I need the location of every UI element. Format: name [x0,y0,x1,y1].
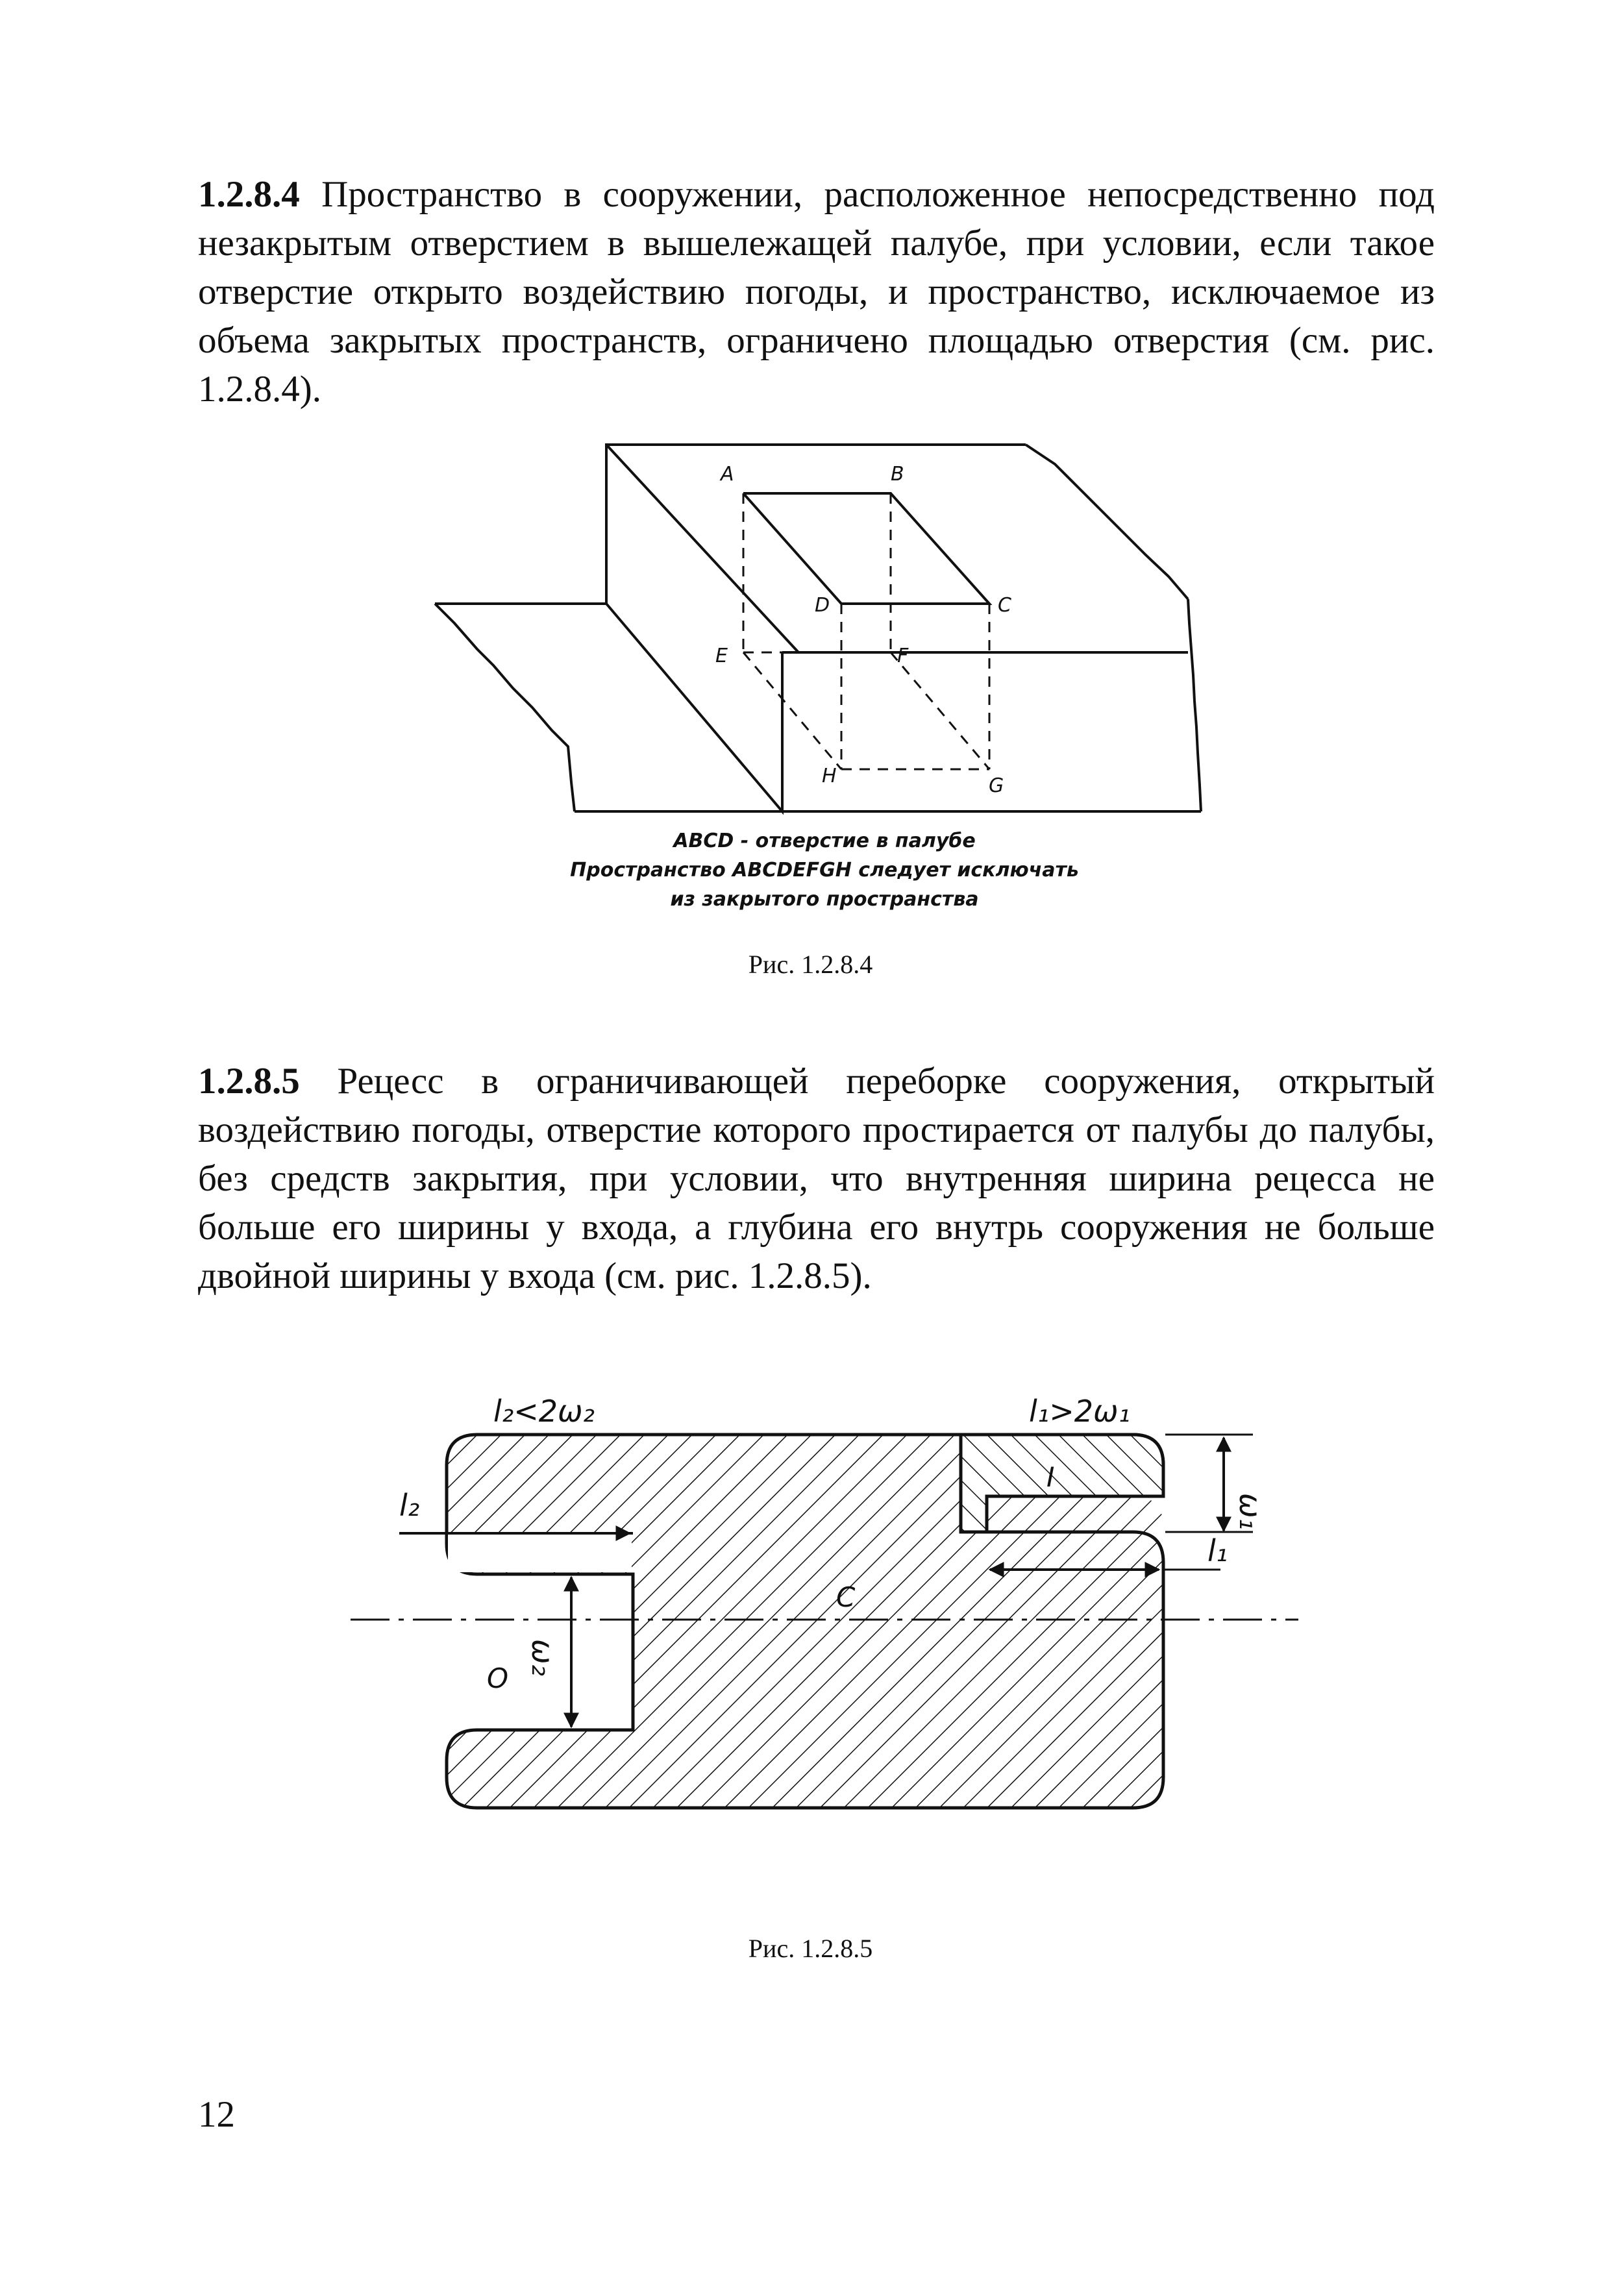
section-2-paragraph [198,1057,1435,1300]
figure-1-note-line-3: из закрытого пространства [670,888,979,911]
label-o: O [487,1662,509,1694]
label-l1-condition: l₁>2ω₁ [1029,1394,1130,1429]
label-i: I [1046,1461,1055,1493]
section-1-text: Пространство в сооружении, расположенное непосредственно под незакрытым отверстием в вышележащей палубе, при условии, если такое отверстие открыто воздействию погоды, и пространство, исключаемое из объема закрытых пространств, ограничено площадью отверстия (см. рис. 1.2.8.4). [198,174,1435,410]
section-2-number: 1.2.8.5 [198,1061,300,1102]
label-l2: l₂ [399,1488,420,1523]
point-h-label: H [822,765,837,787]
label-l2-condition: l₂<2ω₂ [493,1394,595,1429]
label-w2: ω₂ [525,1639,560,1676]
section-2-text: Рецесс в ограничивающей переборке сооружения, открытый воздействию погоды, отверстие которого простирается от палубы до палубы, без средств закрытия, при условии, что внутренняя ширина рецесса не больше его ширины у входа, а глубина его внутрь сооружения не больше двойной ширины у входа (см. рис. 1.2.8.5). [198,1061,1435,1296]
point-a-label: A [721,463,734,486]
section-1-paragraph [198,170,1435,414]
figure-1-note-line-2: Пространство ABCDEFGH следует исключать [570,859,1079,882]
page-number: 12 [198,2094,235,2135]
section-1-number: 1.2.8.4 [198,174,300,215]
point-f-label: F [897,645,909,667]
figure-2-diagram [338,1383,1311,1824]
figure-1-note-line-1: ABCD - отверстие в палубе [673,830,976,852]
point-d-label: D [815,594,830,617]
point-g-label: G [989,774,1004,797]
figure-2-caption: Рис. 1.2.8.5 [748,1934,873,1963]
label-w1: ω₁ [1233,1493,1268,1530]
label-l1: l₁ [1207,1533,1228,1568]
point-c-label: C [998,594,1011,617]
point-b-label: B [891,463,904,486]
point-e-label: E [715,645,728,667]
figure-1-diagram [415,428,1233,922]
figure-1-caption: Рис. 1.2.8.4 [748,950,873,979]
label-c: C [836,1581,856,1613]
